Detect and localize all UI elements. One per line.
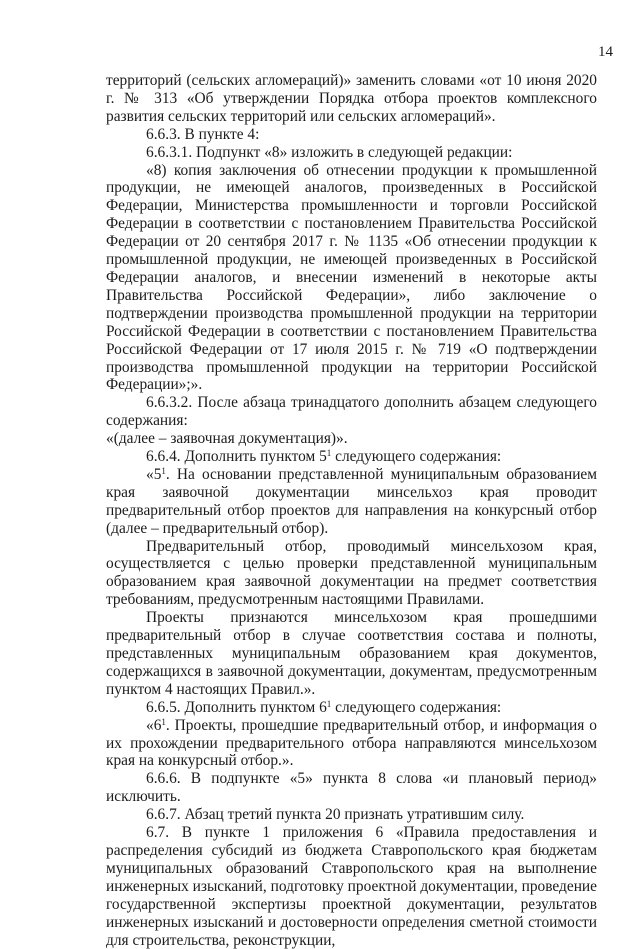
paragraph-text: 6.6.3.2. После абзаца тринадцатого дополнить абзацем следующего содержания: <box>106 394 597 430</box>
paragraph <box>106 609 597 699</box>
paragraph-text: Проекты признаются минсельхозом края прошедшими предварительный отбор в случае соответствия состава и полноты, представленных муниципальным образованием края документов, содержащихся в заявочной документации, документам, предусмотренным пунктом 4 настоящих Правил.». <box>106 609 597 698</box>
paragraph <box>106 448 597 466</box>
paragraph-text: 6.6.5. Дополнить пунктом 6 <box>146 698 327 716</box>
paragraph <box>106 699 597 717</box>
superscript-index: 1 <box>161 716 166 727</box>
paragraph-text: «5 <box>146 465 162 483</box>
paragraph-text: «8) копия заключения об отнесении продукции к промышленной продукции, не имеющей аналогов, произведенных в Российской Федерации, Министерства промышленности и торговли Российской Федерации в соответствии с постановлением Правительства Российской Федерации от 20 сентября 2017 г. № 1135 «Об отнесении продукции к промышленной продукции, не имеющей произведенных в Российской Федерации аналогов, и внесении изменений в некоторые акты Правительства Российской Федерации», либо заключение о подтверждении производства промышленной продукции на территории Российской Федерации в соответствии с постановлением Правительства Российской Федерации от 17 июля 2015 г. № 719 «О подтверждении производства промышленной продукции на территории Российской Федерации»;». <box>106 161 597 394</box>
paragraph <box>106 806 597 824</box>
paragraph <box>106 538 597 610</box>
paragraph <box>106 126 597 144</box>
page-number: 14 <box>598 44 613 60</box>
paragraph-text: территорий (сельских агломераций)» заменить словами «от 10 июня 2020 г. № 313 «Об утверждении Порядка отбора проектов комплексного развития сельских территорий или сельских агломераций». <box>106 72 597 125</box>
paragraph <box>106 770 597 806</box>
paragraph <box>106 394 597 430</box>
paragraph <box>106 72 597 126</box>
paragraph <box>106 466 597 538</box>
paragraph <box>106 144 597 162</box>
paragraph-text: Предварительный отбор, проводимый минсельхозом края, осуществляется с целью проверки представленной муниципальным образованием края заявочной документации на предмет соответствия требованиям, предусмотренным настоящими Правилами. <box>106 537 597 609</box>
paragraph <box>106 824 597 949</box>
paragraph-text: 6.6.4. Дополнить пунктом 5 <box>146 448 327 466</box>
superscript-index: 1 <box>326 698 332 709</box>
paragraph-text: . Проекты, прошедшие предварительный отбор, и информация о их прохождении предварительного отбора направляются минсельхозом края на конкурсный отбор.». <box>106 716 597 770</box>
superscript-index: 1 <box>326 448 332 459</box>
document-body <box>106 72 597 949</box>
paragraph <box>106 717 597 771</box>
paragraph-text: 6.6.3. В пункте 4: <box>146 125 260 143</box>
paragraph-text: 6.6.3.1. Подпункт «8» изложить в следующей редакции: <box>146 143 513 161</box>
paragraph-text: 6.6.7. Абзац третий пункта 20 признать утратившим силу. <box>146 806 525 824</box>
paragraph-text: 6.6.6. В подпункте «5» пункта 8 слова «и плановый период» исключить. <box>106 770 597 806</box>
paragraph-text: «(далее – заявочная документация)». <box>106 430 348 448</box>
paragraph-text: 6.7. В пункте 1 приложения 6 «Правила предоставления и распределения субсидий из бюджета Ставропольского края бюджетам муниципальных образований Ставропольского края на выполнение инженерных изысканий, подготовку проектной документации, проведение государственной экспертизы проектной документации, результатов инженерных изысканий и достоверности определения сметной стоимости для строительства, реконструкции, <box>106 824 597 949</box>
paragraph <box>106 430 597 448</box>
paragraph-text: «6 <box>146 716 162 734</box>
paragraph-text: . На основании представленной муниципальным образованием края заявочной документации минсельхоз края проводит предварительный отбор проектов для направления на конкурсный отбор (далее – предварительный отбор). <box>106 465 597 537</box>
paragraph <box>106 162 597 395</box>
paragraph-text: следующего содержания: <box>331 698 502 716</box>
paragraph-text: следующего содержания: <box>331 448 502 466</box>
superscript-index: 1 <box>161 465 166 476</box>
